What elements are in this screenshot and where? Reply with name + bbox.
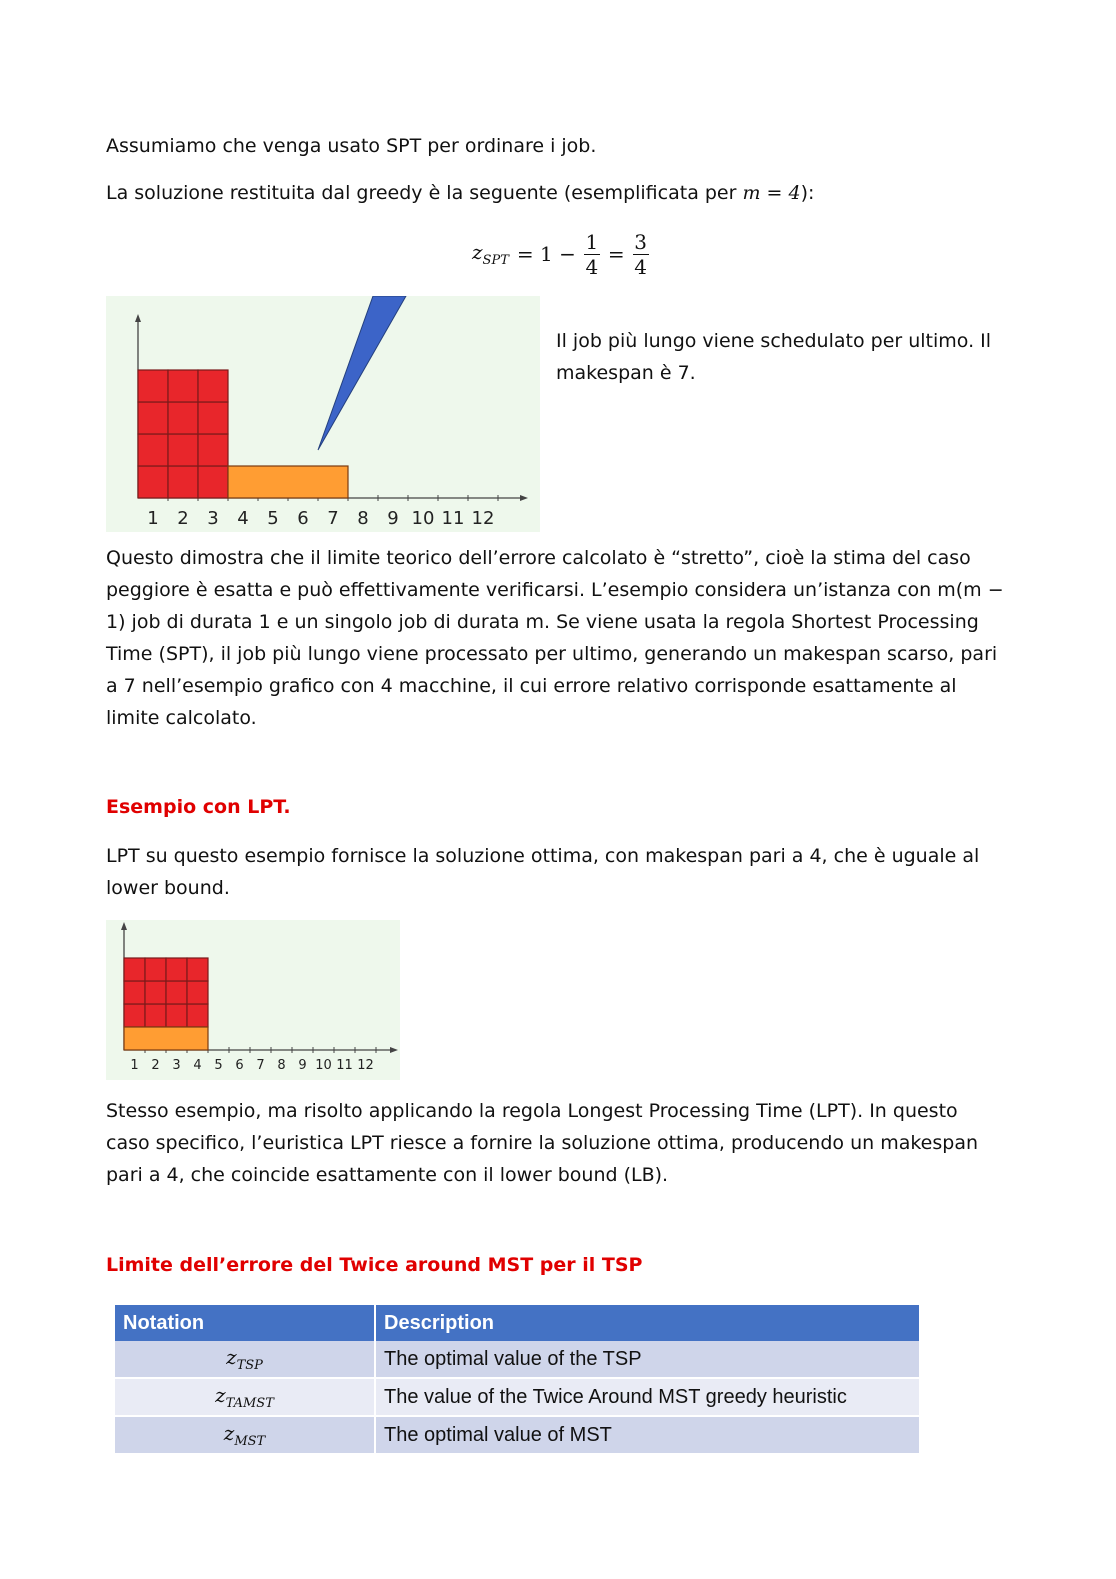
- y-axis-arrow: [121, 922, 127, 930]
- tick-label: 3: [172, 1058, 181, 1073]
- description-cell: The value of the Twice Around MST greedy heuristic: [375, 1378, 919, 1416]
- tick-label: 12: [471, 508, 495, 529]
- tick-label: 2: [177, 508, 189, 529]
- tick-label: 12: [357, 1058, 374, 1073]
- table-header-notation: Notation: [115, 1305, 375, 1341]
- paragraph-lpt: LPT su questo esempio fornisce la soluzione ottima, con makespan pari a 4, che è uguale al lower bound.: [106, 845, 980, 899]
- tick-label: 5: [267, 508, 279, 529]
- tick-label: 4: [237, 508, 249, 529]
- table-row: [115, 1341, 919, 1378]
- unit-job: [198, 370, 228, 402]
- unit-job: [166, 1004, 187, 1027]
- unit-job: [168, 370, 198, 402]
- unit-job: [168, 466, 198, 498]
- x-axis-arrow: [390, 1047, 398, 1053]
- paragraph-solution-pre: La soluzione restituita dal greedy è la seguente (esemplificata per: [106, 182, 743, 204]
- unit-job: [145, 958, 166, 981]
- formula-eq2: =: [607, 242, 625, 266]
- unit-job: [187, 1004, 208, 1027]
- table-row: [115, 1416, 919, 1454]
- table-header-description: Description: [375, 1305, 919, 1341]
- tick-label: 11: [336, 1058, 353, 1073]
- tick-label: 9: [298, 1058, 307, 1073]
- unit-job: [198, 466, 228, 498]
- paragraph-intro: Assumiamo che venga usato SPT per ordinare i job.: [106, 135, 597, 157]
- long-job: [124, 1027, 208, 1050]
- long-job: [228, 466, 348, 498]
- paragraph-solution-post: ):: [800, 182, 815, 204]
- unit-job: [168, 402, 198, 434]
- tick-label: 11: [441, 508, 465, 529]
- formula-lhs: $z_{SPT}$: [472, 240, 509, 268]
- unit-job: [198, 402, 228, 434]
- heading-lpt-example: Esempio con LPT.: [106, 796, 291, 818]
- tick-label: 5: [214, 1058, 223, 1073]
- unit-job: [166, 958, 187, 981]
- spt-formula: [472, 224, 649, 284]
- tick-label: 1: [147, 508, 159, 529]
- side-note: Il job più lungo viene schedulato per ultimo. Il makespan è 7.: [556, 330, 992, 384]
- tick-label: 2: [151, 1058, 160, 1073]
- spt-gantt-chart: [106, 296, 540, 532]
- tick-label: 6: [235, 1058, 244, 1073]
- pointer-wedge: [318, 296, 406, 450]
- tick-label: 10: [315, 1058, 332, 1073]
- formula-eq1: = 1 −: [516, 242, 576, 266]
- tick-label: 4: [193, 1058, 202, 1073]
- unit-job: [145, 1004, 166, 1027]
- description-cell: The optimal value of the TSP: [375, 1341, 919, 1378]
- formula-frac2: $\frac{3}{4}$: [634, 229, 647, 279]
- paragraph-solution: [106, 177, 1006, 209]
- unit-job: [145, 981, 166, 1004]
- description-cell: The optimal value of MST: [375, 1416, 919, 1454]
- tick-label: 7: [327, 508, 339, 529]
- tick-label: 6: [297, 508, 309, 529]
- notation-cell: $z_{TAMST}$: [115, 1378, 375, 1416]
- formula-frac1: $\frac{1}{4}$: [585, 229, 599, 279]
- unit-job: [138, 434, 168, 466]
- unit-job: [198, 434, 228, 466]
- unit-job: [124, 958, 145, 981]
- paragraph-lpt-explanation: Stesso esempio, ma risolto applicando la regola Longest Processing Time (LPT). In questo caso specifico, l’euristica LPT riesce a fornire la soluzione ottima, producendo un makespan pari a 4, che coincide esattamente con il lower bound (LB).: [106, 1100, 979, 1186]
- unit-job: [124, 981, 145, 1004]
- tick-label: 3: [207, 508, 219, 529]
- table-row: [115, 1378, 919, 1416]
- tick-label: 9: [387, 508, 399, 529]
- heading-mst-error: Limite dell’errore del Twice around MST per il TSP: [106, 1254, 643, 1276]
- unit-job: [138, 402, 168, 434]
- tick-label: 8: [357, 508, 369, 529]
- notation-cell: $z_{MST}$: [115, 1416, 375, 1454]
- tick-label: 7: [256, 1058, 265, 1073]
- unit-job: [187, 981, 208, 1004]
- unit-job: [124, 1004, 145, 1027]
- tick-label: 10: [411, 508, 435, 529]
- paragraph-explanation: Questo dimostra che il limite teorico dell’errore calcolato è “stretto”, cioè la stima del caso peggiore è esatta e può effettivamente verificarsi. L’esempio considera un’istanza con m(m − 1) job di durata 1 e un singolo job di durata m. Se viene usata la regola Shortest Processing Time (SPT), il job più lungo viene processato per ultimo, generando un makespan scarso, pari a 7 nell’esempio grafico con 4 macchine, il cui errore relativo corrisponde esattamente al limite calcolato.: [106, 547, 1004, 729]
- unit-job: [166, 981, 187, 1004]
- tick-label: 1: [130, 1058, 139, 1073]
- notation-table: [115, 1305, 919, 1455]
- unit-job: [168, 434, 198, 466]
- notation-cell: $z_{TSP}$: [115, 1341, 375, 1378]
- tick-label: 8: [277, 1058, 286, 1073]
- unit-job: [187, 958, 208, 981]
- lpt-gantt-chart: [106, 920, 400, 1080]
- x-axis-arrow: [520, 495, 528, 501]
- unit-job: [138, 466, 168, 498]
- unit-job: [138, 370, 168, 402]
- y-axis-arrow: [135, 314, 141, 322]
- paragraph-solution-math: m = 4: [742, 182, 801, 204]
